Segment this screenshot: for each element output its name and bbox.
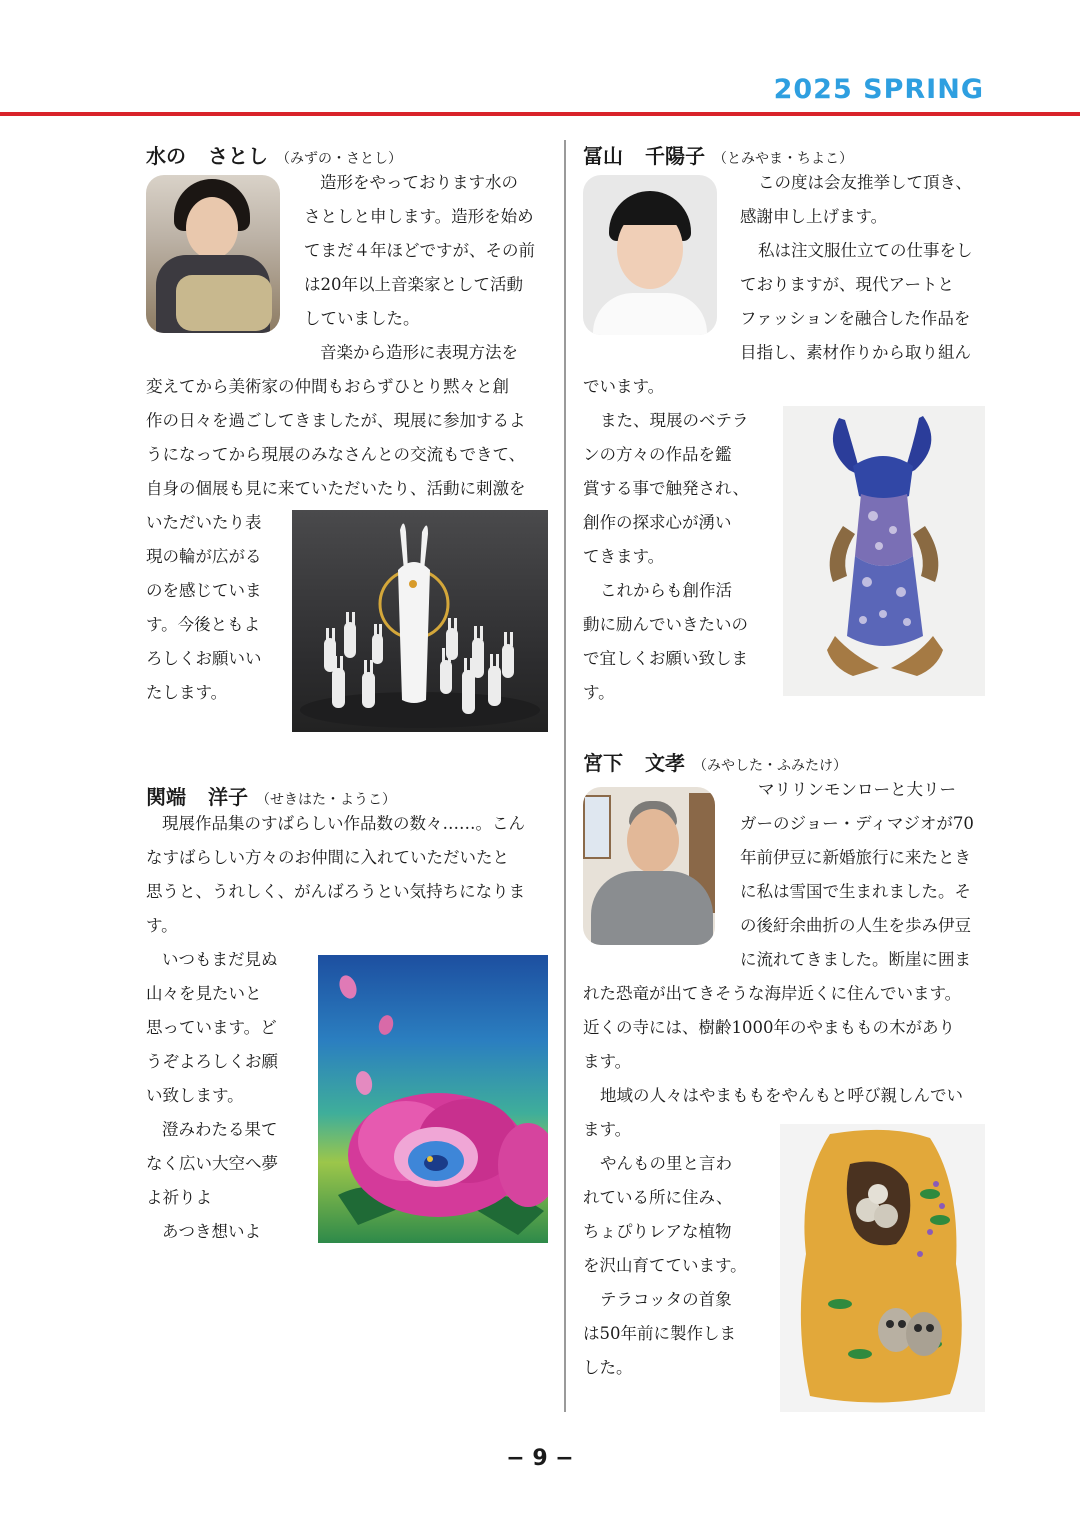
text-line: ガーのジョー・ディマジオが70 [740,814,974,833]
artist-name-miyashita [583,747,847,776]
text-line: は20年以上音楽家として活動 [304,275,523,294]
text-line: ちょぴりレアな植物 [583,1222,732,1241]
text-line: ます。 [583,1120,632,1139]
text-line: す。今後ともよ [146,615,261,634]
text-line: 動に励んでいきたいの [583,615,748,634]
portrait-tomiyama [583,175,717,335]
text-line: よ祈りよ [146,1188,212,1207]
text-line: す。 [583,683,615,702]
text-line: 変えてから美術家の仲間もおらずひとり黙々と創 [146,377,509,396]
page-number: − 9 − [506,1446,574,1471]
text-line: 作の日々を過ごしてきましたが、現展に参加するよ [146,411,526,430]
text-line: に私は雪国で生まれました。そ [740,882,971,901]
fabric-figure-illustration [783,406,985,696]
text-line: たします。 [146,683,228,702]
text-line: を沢山育てています。 [583,1256,747,1275]
text-line: す。 [146,916,178,935]
text-line: 近くの寺には、樹齢1000年のやまももの木があり [583,1018,955,1037]
text-line: していました。 [304,309,420,328]
text-line: 創作の探求心が湧い [583,513,732,532]
text-line: 現の輪が広がる [146,547,262,566]
name-kana: （みずの・さとし） [276,151,402,167]
column-divider [564,140,566,1412]
text-line: テラコッタの首象 [600,1290,732,1309]
text-line: いつもまだ見ぬ [162,950,278,969]
text-line: に流れてきました。断崖に囲ま [740,950,971,969]
text-line: 年前伊豆に新婚旅行に来たとき [740,848,971,867]
artwork-fabric-figure [783,406,985,696]
artwork-rabbit-sculptures [292,510,548,732]
text-line: 感謝申し上げます。 [740,207,888,226]
text-line: これからも創作活 [600,581,732,600]
name-given: 洋子 [208,785,248,809]
text-line: した。 [583,1358,633,1377]
name-kana: （みやした・ふみたけ） [693,758,847,774]
carved-owls-illustration [780,1124,985,1412]
name-family: 水の [146,144,186,168]
artist-name-tomiyama [583,140,853,169]
text-line: てきます。 [583,547,665,566]
text-line: ンの方々の作品を鑑 [583,445,732,464]
text-line: のを感じていま [146,581,262,600]
text-line: れている所に住み、 [583,1188,733,1207]
text-line: 音楽から造形に表現方法を [320,343,518,362]
header-rule [0,112,1080,116]
text-line: は50年前に製作しま [583,1324,736,1343]
peony-illustration [318,955,548,1243]
text-line: ろしくお願いい [146,649,262,668]
name-family: 冨山 [583,144,623,168]
text-line: ファッションを融合した作品を [740,309,971,328]
text-line: やんもの里と言わ [600,1154,732,1173]
artist-name-mizuno [146,140,402,169]
rabbit-sculptures-illustration [292,510,548,732]
header-title: 2025 SPRING [773,74,984,105]
text-line: 澄みわたる果て [162,1120,278,1139]
text-line: なく広い大空へ夢 [146,1154,278,1173]
text-line: てまだ４年ほどですが、その前 [304,241,535,260]
text-line: うぞよろしくお願 [146,1052,278,1071]
portrait-mizuno [146,175,280,333]
text-line: いただいたり表 [146,513,262,532]
text-line: 地域の人々はやまももをやんもと呼び親しんでい [600,1086,963,1105]
artist-name-sekihata [146,781,396,810]
text-line: なすばらしい方々のお仲間に入れていただいたと [146,848,509,867]
name-kana: （とみやま・ちよこ） [713,151,853,167]
text-line: また、現展のベテラ [600,411,749,430]
name-given: 文孝 [645,751,685,775]
text-line: い致します。 [146,1086,244,1105]
text-line: 私は注文服仕立ての仕事をし [758,241,973,260]
text-line: 思うと、うれしく、がんばろうとい気持ちになりま [146,882,526,901]
text-line: うになってから現展のみなさんとの交流もできて、 [146,445,526,464]
name-given: さとし [208,144,268,168]
text-line: 自身の個展も見に来ていただいたり、活動に刺激を [146,479,526,498]
text-line: この度は会友推挙して頂き、 [758,173,972,192]
text-line: 現展作品集のすばらしい作品数の数々……。こん [162,814,525,833]
text-line: でいます。 [583,377,665,396]
text-line: 思っています。ど [146,1018,277,1037]
text-line: ます。 [583,1052,632,1071]
name-family: 関端 [146,785,186,809]
name-given: 千陽子 [645,144,705,168]
name-kana: （せきはた・ようこ） [256,792,396,808]
text-line: 目指し、素材作りから取り組ん [740,343,971,362]
text-line: の後紆余曲折の人生を歩み伊豆 [740,916,971,935]
text-line: 賞する事で触発され、 [583,479,749,498]
text-line: で宜しくお願い致しま [583,649,748,668]
text-line: 造形をやっております水の [320,173,518,192]
text-line: さとしと申します。造形を始め [304,207,534,226]
text-line: 山々を見たいと [146,984,262,1003]
portrait-miyashita [583,787,715,945]
text-line: ておりますが、現代アートと [740,275,955,294]
artwork-carved-owls [780,1124,985,1412]
text-line: マリリンモンローと大リー [758,780,956,799]
text-line: あつき想いよ [162,1222,261,1241]
text-line: れた恐竜が出てきそうな海岸近くに住んでいます。 [583,984,962,1003]
name-family: 宮下 [583,751,623,775]
artwork-peony-painting [318,955,548,1243]
